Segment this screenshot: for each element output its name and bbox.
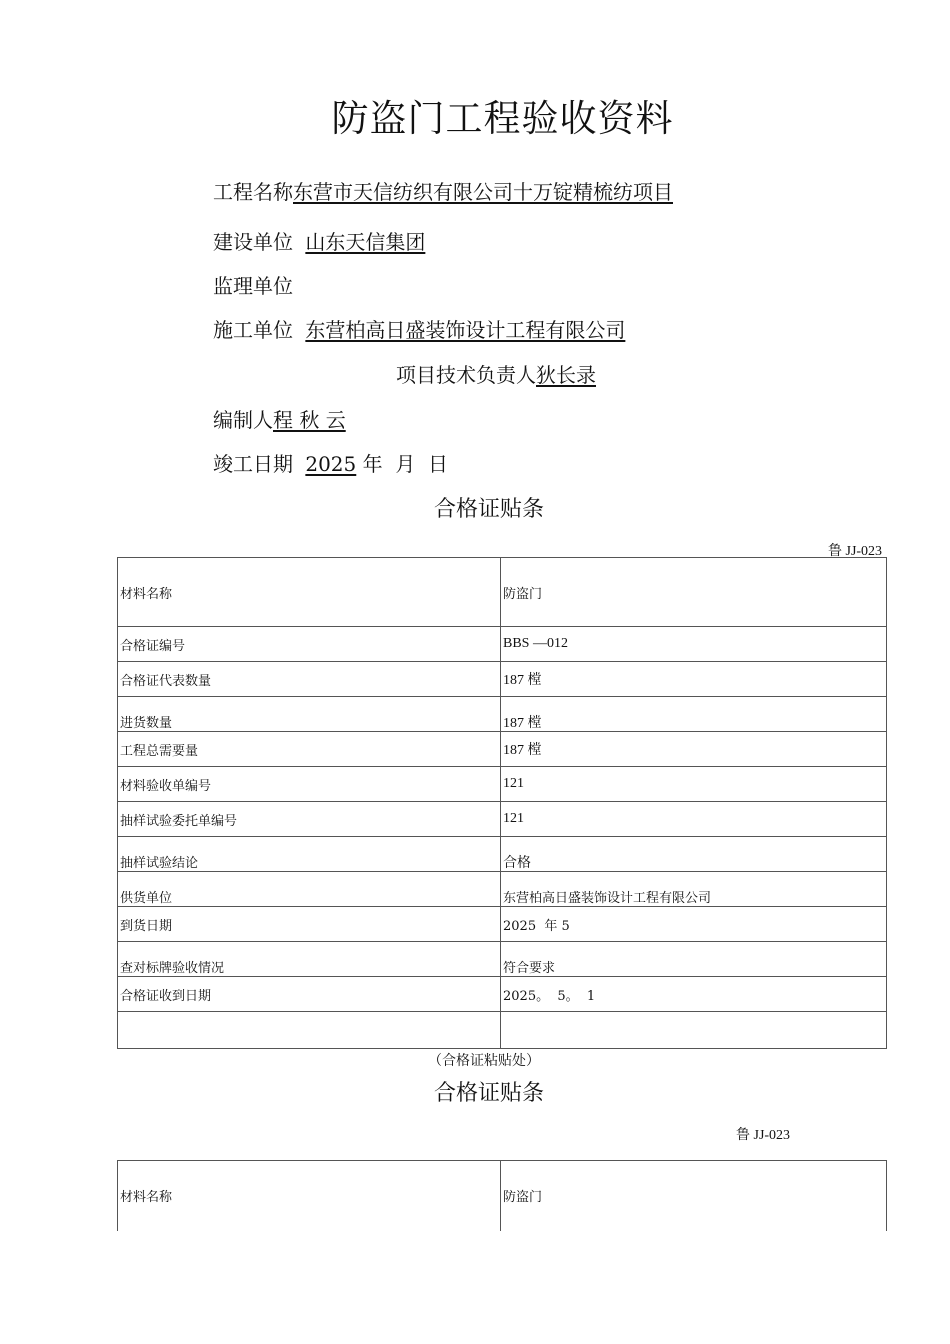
row-value: 121 — [501, 802, 887, 837]
completion-year: 2025 — [305, 452, 357, 476]
row-value: 2025 年 5 — [501, 907, 887, 942]
row-label: 进货数量 — [118, 697, 501, 732]
constructor-label: 施工单位 — [213, 318, 293, 342]
certificate-table-2 — [117, 1160, 887, 1231]
constructor-value: 东营柏高日盛装饰设计工程有限公司 — [305, 318, 626, 342]
tech-lead-value: 狄长录 — [536, 363, 596, 387]
table-row — [118, 558, 887, 627]
table-row — [118, 1012, 887, 1049]
builder-line — [213, 226, 425, 255]
builder-value: 山东天信集团 — [305, 230, 426, 254]
row-label — [118, 1012, 501, 1049]
row-value: 187 樘 — [501, 697, 887, 732]
row-label: 材料名称 — [118, 1161, 501, 1231]
table-row — [118, 907, 887, 942]
row-value: 121 — [501, 767, 887, 802]
table-row — [118, 627, 887, 662]
row-label: 材料验收单编号 — [118, 767, 501, 802]
row-label: 材料名称 — [118, 558, 501, 627]
table-row — [118, 662, 887, 697]
row-value: 2025。 5。 1 — [501, 977, 887, 1012]
builder-label: 建设单位 — [213, 230, 293, 254]
row-value: BBS —012 — [501, 627, 887, 662]
form-code-2: 鲁 JJ-023 — [736, 1128, 791, 1143]
tech-lead-label: 项目技术负责人 — [396, 363, 536, 387]
row-value: 防盗门 — [501, 1161, 887, 1231]
table-row — [118, 697, 887, 732]
row-label: 合格证编号 — [118, 627, 501, 662]
row-value: 符合要求 — [501, 942, 887, 977]
row-label: 到货日期 — [118, 907, 501, 942]
supervisor-label: 监理单位 — [213, 274, 293, 298]
row-label: 查对标牌验收情况 — [118, 942, 501, 977]
tech-lead-line — [396, 359, 596, 388]
table-row — [118, 732, 887, 767]
table-row — [118, 872, 887, 907]
constructor-line — [213, 314, 625, 343]
cert-heading-1: 合格证贴条 — [433, 497, 544, 522]
table-row — [118, 1161, 887, 1231]
row-value: 东营柏高日盛装饰设计工程有限公司 — [501, 872, 887, 907]
table-row — [118, 767, 887, 802]
row-label: 工程总需要量 — [118, 732, 501, 767]
row-value: 187 樘 — [501, 662, 887, 697]
row-value: 防盗门 — [501, 558, 887, 627]
row-label: 合格证代表数量 — [118, 662, 501, 697]
row-label: 合格证收到日期 — [118, 977, 501, 1012]
project-name-label: 工程名称 — [213, 180, 293, 204]
compiler-value: 程 秋 云 — [273, 408, 346, 432]
table-row — [118, 802, 887, 837]
row-label: 抽样试验委托单编号 — [118, 802, 501, 837]
table-row — [118, 837, 887, 872]
table-row — [118, 942, 887, 977]
compiler-label: 编制人 — [213, 408, 273, 432]
cert-heading-2: 合格证贴条 — [433, 1081, 544, 1106]
completion-date-label: 竣工日期 — [213, 452, 293, 476]
page-title: 防盗门工程验收资料 — [331, 97, 674, 140]
form-code-1: 鲁 JJ-023 — [828, 544, 883, 559]
completion-date-line — [213, 448, 448, 477]
supervisor-line — [213, 270, 293, 299]
row-label: 抽样试验结论 — [118, 837, 501, 872]
completion-month-day: 年 月 日 — [362, 452, 449, 476]
table-row — [118, 977, 887, 1012]
certificate-table-1 — [117, 557, 887, 1049]
row-value: 187 樘 — [501, 732, 887, 767]
row-label: 供货单位 — [118, 872, 501, 907]
project-name-value: 东营市天信纺织有限公司十万锭精梳纺项目 — [293, 180, 673, 204]
row-value — [501, 1012, 887, 1049]
compiler-line — [213, 404, 346, 433]
row-value: 合格 — [501, 837, 887, 872]
paste-area-caption: （合格证粘贴处） — [428, 1053, 540, 1069]
project-name-line — [213, 176, 673, 205]
